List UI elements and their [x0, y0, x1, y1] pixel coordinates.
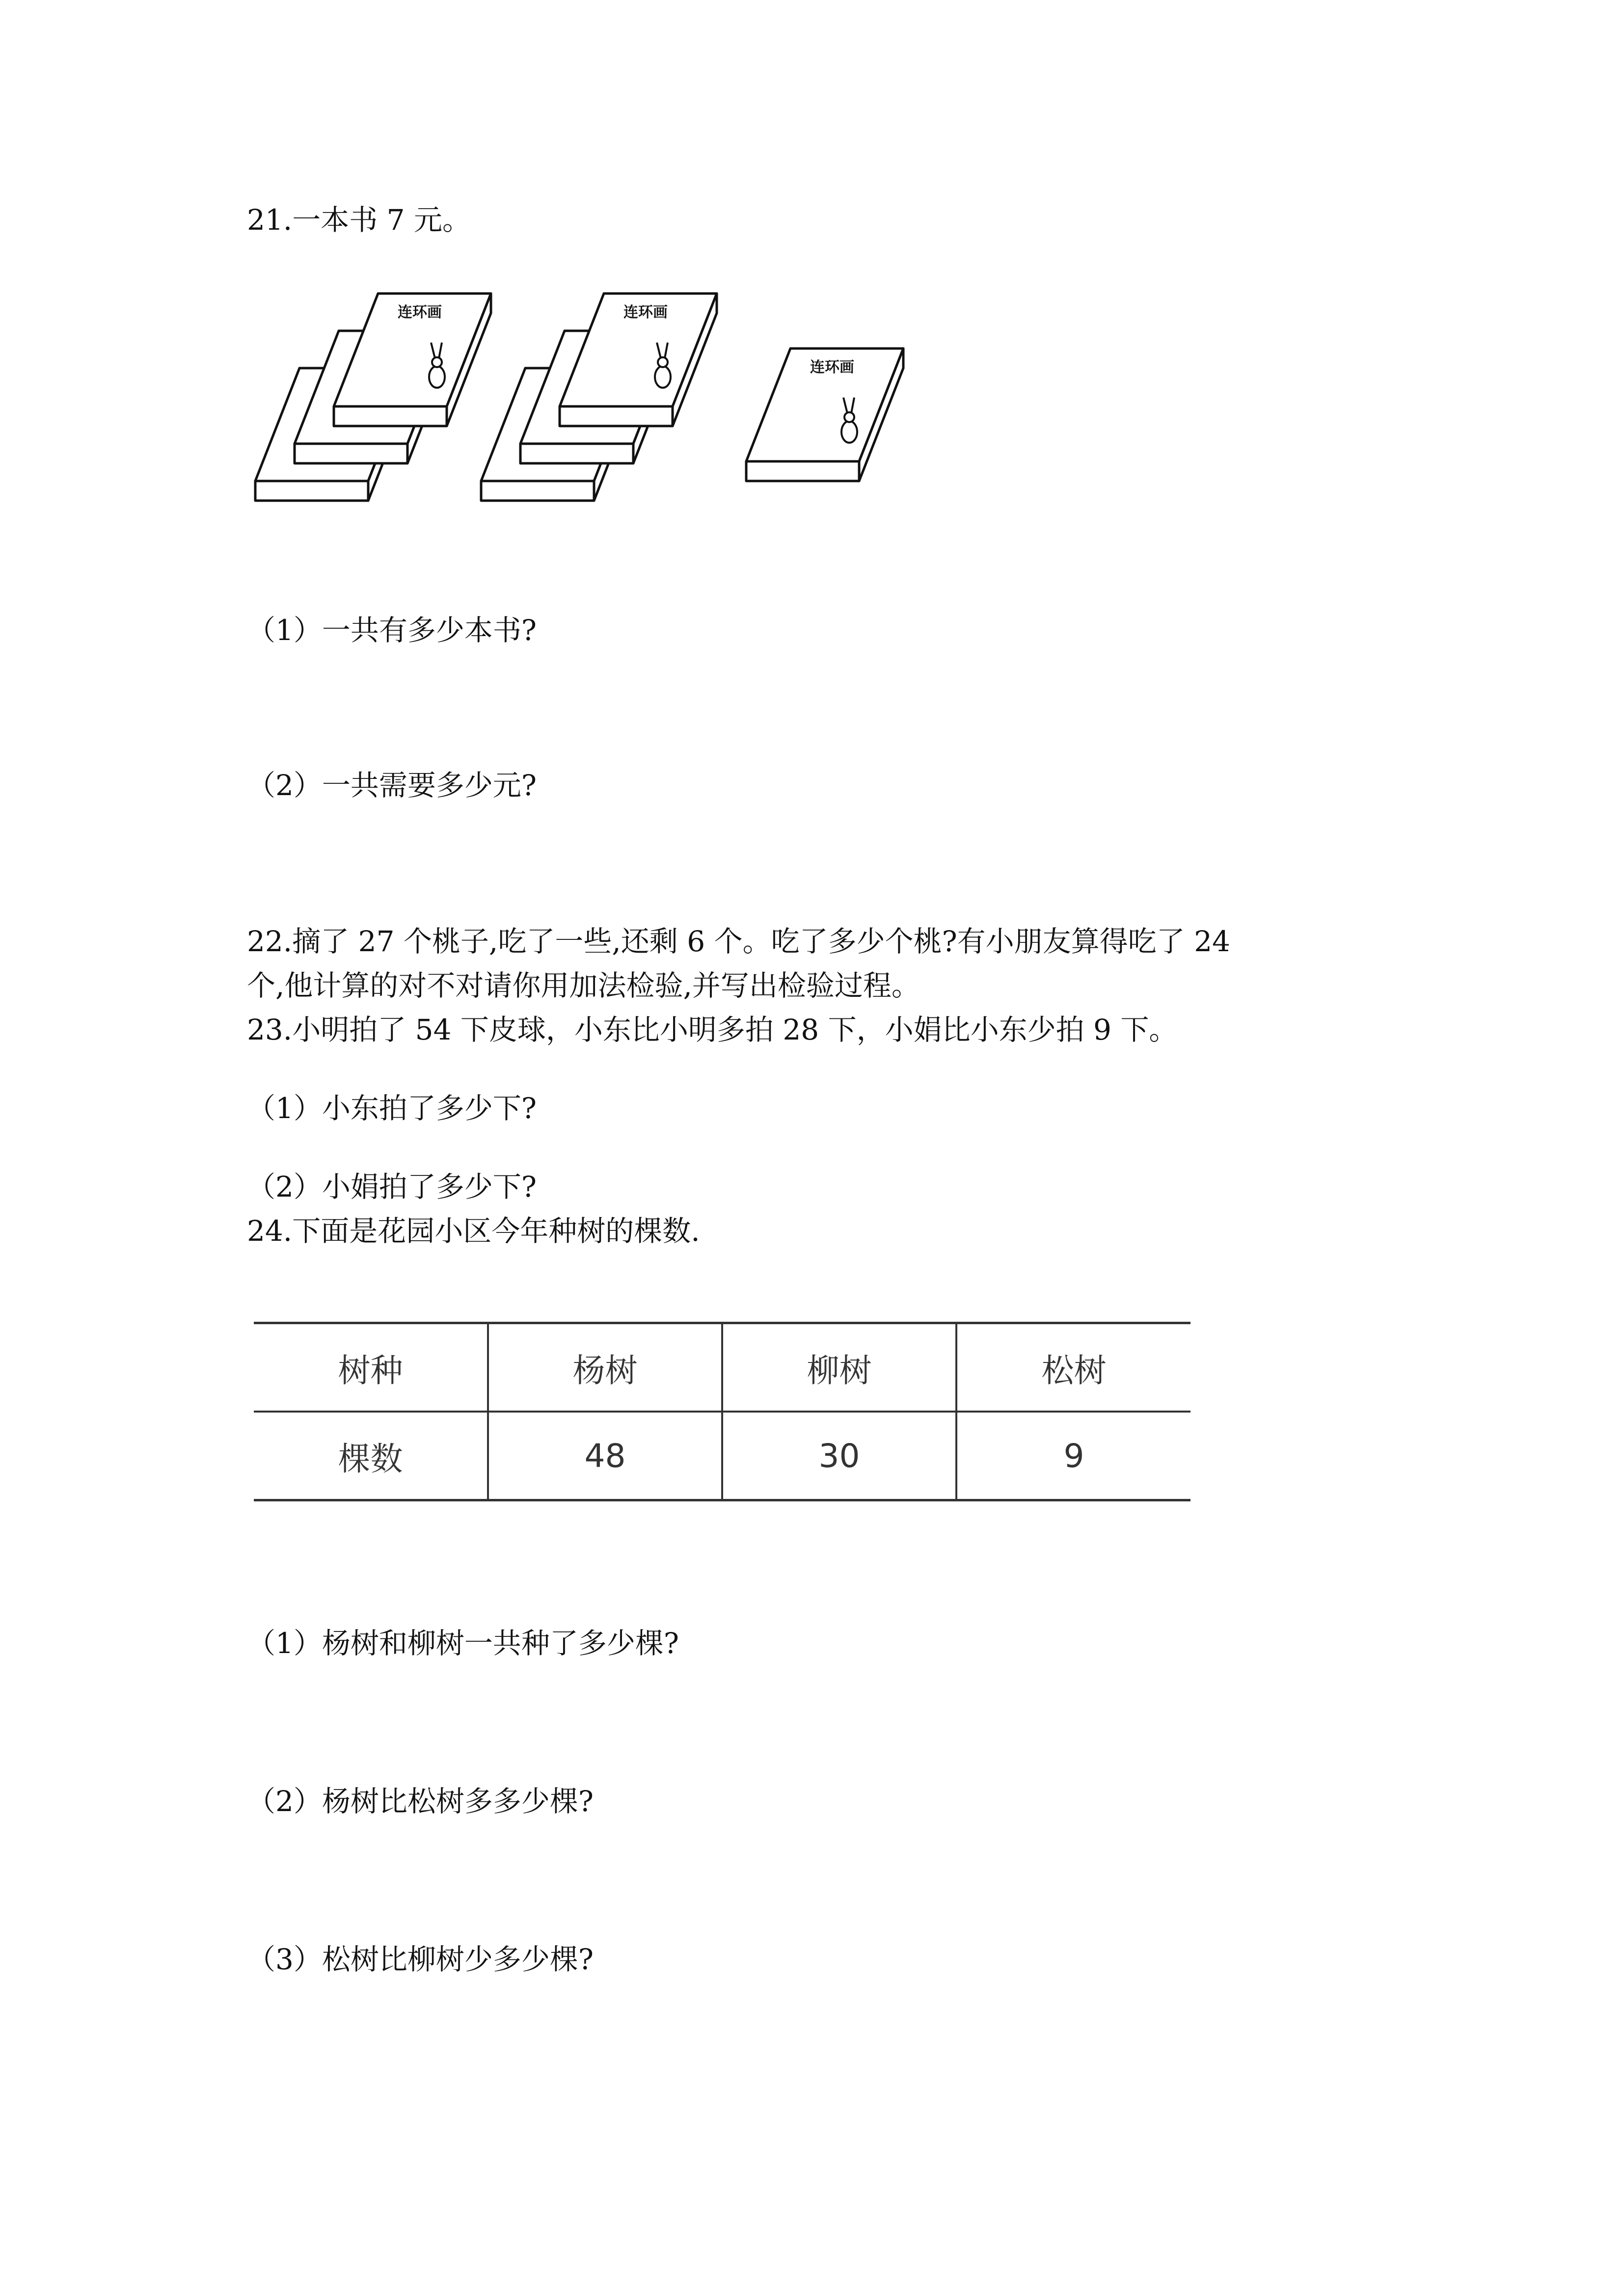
- book-stack-1: [255, 294, 491, 501]
- table-cell: 松树: [956, 1323, 1191, 1412]
- book-front-face: [520, 444, 633, 463]
- table-row: [254, 1412, 1191, 1500]
- rabbit-head-icon: [658, 357, 668, 367]
- book-front-face: [746, 461, 859, 481]
- book-front-face: [295, 444, 407, 463]
- rabbit-body-icon: [429, 366, 445, 388]
- book-stack-3: [746, 348, 903, 481]
- books-svg: [245, 304, 933, 530]
- table-cell: 48: [488, 1412, 722, 1500]
- book-title-label: 连环画: [810, 359, 854, 376]
- q21-title: 21.一本书 7 元。: [247, 203, 471, 237]
- q24-sub1: （1）杨树和柳树一共种了多少棵?: [247, 1627, 679, 1660]
- table-cell: 树种: [254, 1323, 488, 1412]
- book-title-label: 连环画: [623, 304, 668, 321]
- book-front-face: [560, 406, 673, 426]
- rabbit-body-icon: [655, 366, 671, 388]
- q22-line1: 22.摘了 27 个桃子,吃了一些,还剩 6 个。吃了多少个桃?有小朋友算得吃了 24: [247, 925, 1230, 958]
- rabbit-head-icon: [844, 412, 854, 422]
- table-cell: 棵数: [254, 1412, 488, 1500]
- table-header-row: [254, 1323, 1191, 1412]
- q21-sub1: （1）一共有多少本书?: [247, 614, 537, 647]
- q24-sub2: （2）杨树比松树多多少棵?: [247, 1785, 594, 1818]
- rabbit-body-icon: [841, 421, 857, 443]
- book-front-face: [255, 481, 368, 501]
- book: [560, 294, 717, 426]
- q24-sub3: （3）松树比柳树少多少棵?: [247, 1943, 594, 1976]
- rabbit-head-icon: [432, 357, 442, 367]
- q23-sub2: （2）小娟拍了多少下?: [247, 1170, 537, 1203]
- table-cell: 杨树: [488, 1323, 722, 1412]
- q23-title: 23.小明拍了 54 下皮球，小东比小明多拍 28 下，小娟比小东少拍 9 下。: [247, 1013, 1178, 1046]
- q23-sub1: （1）小东拍了多少下?: [247, 1092, 537, 1125]
- tree-count-table: [254, 1322, 1191, 1501]
- q24-title: 24.下面是花园小区今年种树的棵数.: [247, 1214, 700, 1248]
- book-front-face: [334, 406, 447, 426]
- book-title-label: 连环画: [398, 304, 442, 321]
- book: [334, 294, 491, 426]
- q22-line2: 个,他计算的对不对请你用加法检验,并写出检验过程。: [247, 969, 920, 1002]
- books-illustration: [245, 304, 933, 530]
- book: [746, 348, 903, 481]
- table-cell: 9: [956, 1412, 1191, 1500]
- q21-sub2: （2）一共需要多少元?: [247, 769, 537, 802]
- table-cell: 柳树: [722, 1323, 956, 1412]
- book-front-face: [481, 481, 594, 501]
- book-stack-2: [481, 294, 717, 501]
- table-cell: 30: [722, 1412, 956, 1500]
